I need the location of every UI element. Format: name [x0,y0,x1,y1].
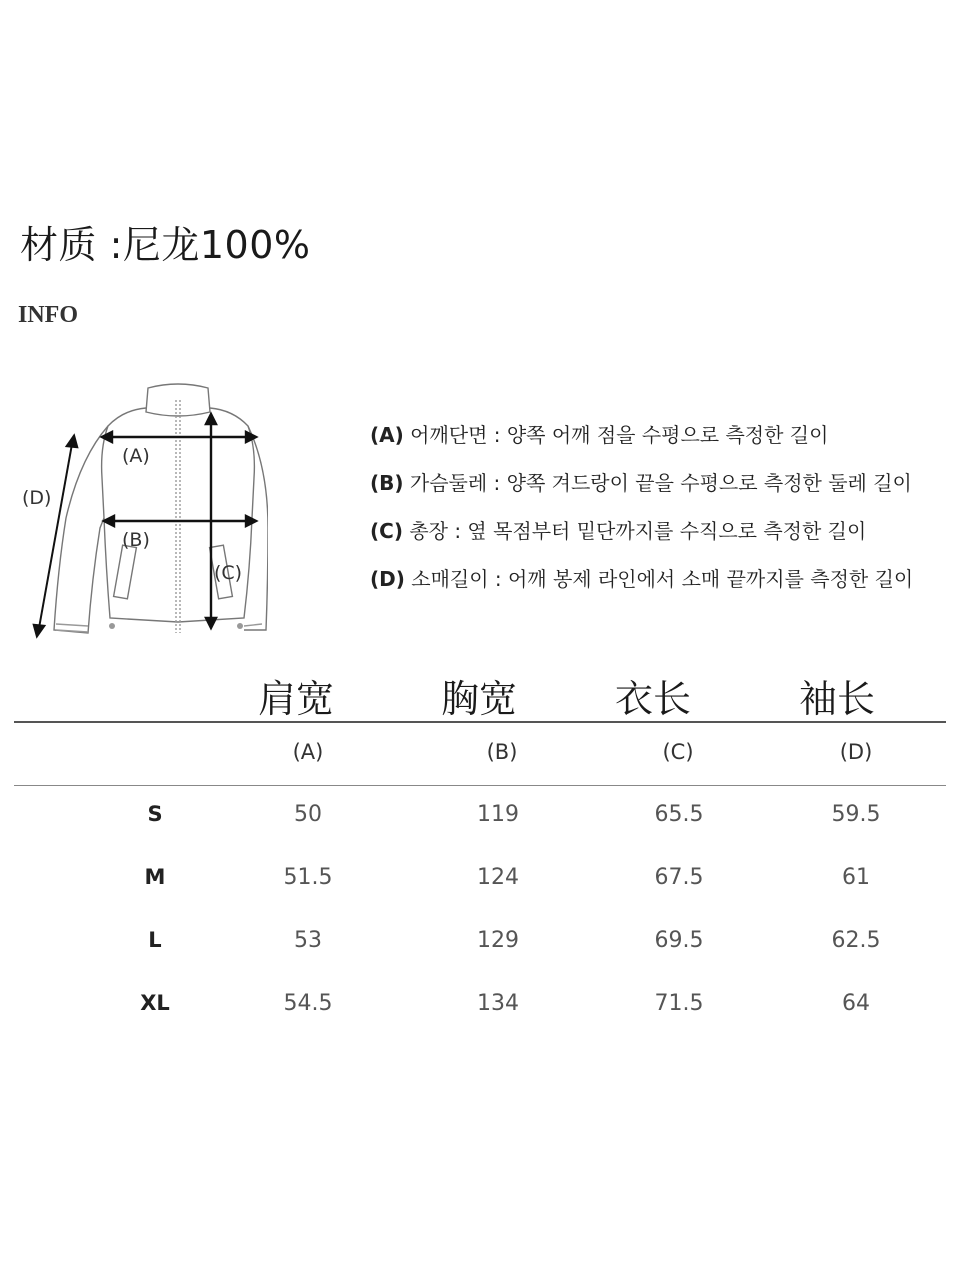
size-l: L [148,928,162,952]
subheader-c: (C) [662,740,694,764]
size-s: S [147,802,163,826]
arrow-b-left-head [104,516,114,526]
description-b-code: (B) [370,471,404,495]
table-top-rule [14,721,946,723]
diagram-label-c: (C) [214,562,243,584]
size-m: M [144,865,166,889]
m-shoulder: 51.5 [283,865,333,890]
subheader-a: (A) [292,740,324,764]
jacket-right-sleeve [244,426,268,630]
diagram-label-b: (B) [122,529,150,551]
description-c [370,516,913,564]
m-sleeve: 61 [842,865,870,890]
right-toggle [237,623,243,629]
s-chest: 119 [477,802,519,827]
jacket-collar [146,384,210,416]
xl-length: 71.5 [654,991,704,1016]
l-chest: 129 [477,928,519,953]
description-d [370,564,913,612]
table-sub-rule [14,785,946,786]
description-a-text: 어깨단면 : 양쪽 어깨 점을 수평으로 측정한 길이 [403,423,829,447]
m-length: 67.5 [654,865,704,890]
description-c-code: (C) [370,519,403,543]
xl-sleeve: 64 [842,991,870,1016]
jacket-zipper [176,400,180,633]
jacket-diagram [18,378,268,640]
m-chest: 124 [477,865,519,890]
description-d-text: 소매길이 : 어깨 봉제 라인에서 소매 끝까지를 측정한 길이 [404,567,914,591]
xl-chest: 134 [477,991,519,1016]
size-xl: XL [140,991,170,1015]
l-shoulder: 53 [294,928,322,953]
header-length: 衣长 [614,677,691,721]
s-sleeve: 59.5 [831,802,881,827]
header-sleeve: 袖长 [798,677,875,721]
diagram-label-d: (D) [22,487,52,509]
description-b [370,468,913,516]
l-length: 69.5 [654,928,704,953]
info-heading: INFO [18,302,78,328]
s-length: 65.5 [654,802,704,827]
description-a-code: (A) [370,423,404,447]
material-text: 材质 :尼龙100% [20,223,311,267]
description-a [370,420,913,468]
description-b-text: 가슴둘레 : 양쪽 겨드랑이 끝을 수평으로 측정한 둘레 길이 [403,471,912,495]
jacket-left-sleeve [54,426,108,633]
description-d-code: (D) [370,567,405,591]
arrow-b-right-head [246,516,256,526]
jacket-right-cuff [244,624,262,626]
arrow-c-bottom-head [206,618,216,628]
xl-shoulder: 54.5 [283,991,333,1016]
left-toggle [109,623,115,629]
description-c-text: 총장 : 옆 목점부터 밑단까지를 수직으로 측정한 길이 [402,519,867,543]
header-shoulder: 肩宽 [257,677,334,721]
arrow-d-top-head [67,436,77,447]
jacket-left-pocket [114,545,137,599]
diagram-label-a: (A) [122,445,150,467]
l-sleeve: 62.5 [831,928,881,953]
header-chest: 胸宽 [440,677,517,721]
arrow-d-bottom-head [34,625,44,636]
s-shoulder: 50 [294,802,322,827]
arrow-c-top-head [206,414,216,424]
jacket-left-cuff [56,624,88,632]
measurement-descriptions [370,420,913,612]
subheader-b: (B) [486,740,518,764]
subheader-d: (D) [839,740,873,764]
